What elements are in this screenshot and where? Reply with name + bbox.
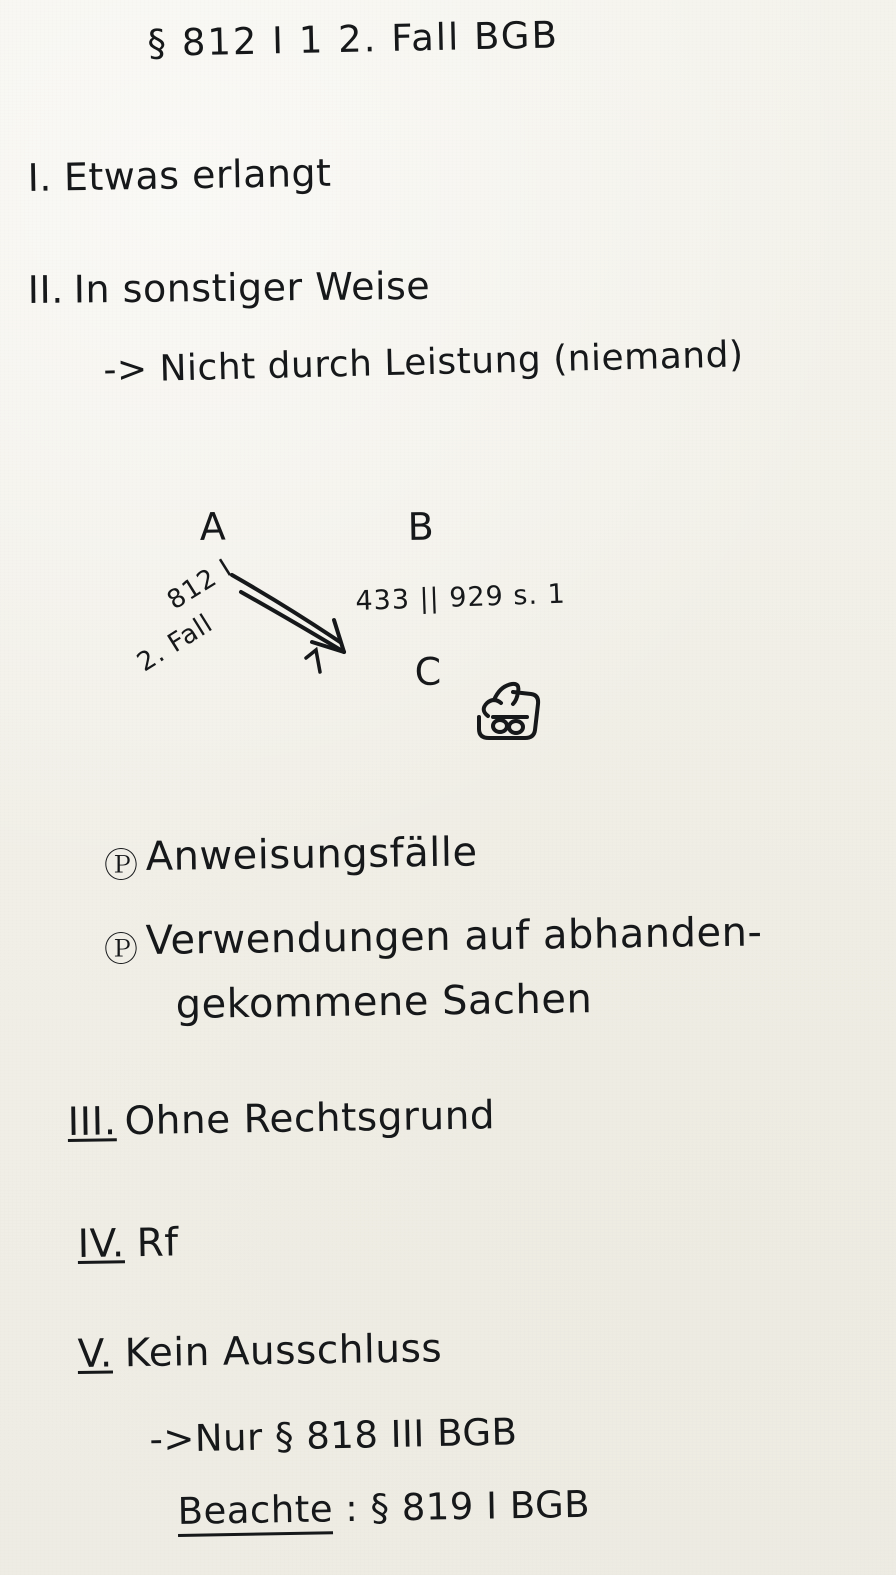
outline-item-i: [27, 151, 332, 200]
problem-marker-icon-1: Ⓟ: [104, 846, 139, 886]
outline-item-ii-note: -> Nicht durch Leistung (niemand): [102, 334, 744, 391]
diagram-node-b: B: [407, 504, 435, 549]
outline-item-iii: [67, 1093, 495, 1145]
outline-item-iv-marker: IV.: [77, 1221, 126, 1267]
diagram-node-a: A: [199, 504, 227, 549]
outline-item-v-marker: V.: [77, 1331, 114, 1377]
diagram-edge-label: 433 || 929 s. 1: [354, 578, 567, 617]
diagram-node-c: C: [414, 649, 443, 694]
problem-text-2: Verwendungen auf abhanden-: [145, 909, 763, 964]
problem-text-2-line2: gekommene Sachen: [175, 976, 593, 1028]
diagram-arrow-label-line1: 812 I: [162, 553, 238, 616]
outline-item-i-text: I.: [27, 155, 53, 200]
outline-item-v-note-2: [177, 1483, 590, 1533]
outline-item-v-label: Kein Ausschluss: [124, 1326, 443, 1377]
outline-item-iv: [77, 1220, 179, 1267]
diagram-arrow-icon: [232, 575, 344, 652]
outline-item-i-label: Etwas erlangt: [63, 150, 332, 200]
outline-item-iv-label: Rf: [136, 1220, 179, 1267]
outline-item-ii-marker: II.: [27, 267, 64, 312]
outline-item-iii-marker: III.: [67, 1099, 117, 1145]
problem-text-1: Anweisungsfälle: [145, 829, 478, 880]
arrow-label-tick: [306, 650, 320, 672]
problem-marker-icon-2: Ⓟ: [104, 930, 139, 970]
diagram-arrow-label-line2: 2. Fall: [132, 608, 219, 678]
beachte-reference: : § 819 I BGB: [332, 1482, 591, 1531]
page-title: § 812 I 1 2. Fall BGB: [147, 13, 560, 65]
outline-item-v-note-1: ->Nur § 818 III BGB: [149, 1410, 518, 1461]
outline-item-ii-label: In sonstiger Weise: [73, 263, 431, 312]
beachte-underlined-label: Beachte: [177, 1487, 333, 1537]
hand-doodle-icon: [479, 684, 538, 738]
outline-item-ii: [28, 264, 431, 312]
outline-item-v: [77, 1326, 442, 1377]
outline-item-iii-label: Ohne Rechtsgrund: [124, 1093, 496, 1145]
